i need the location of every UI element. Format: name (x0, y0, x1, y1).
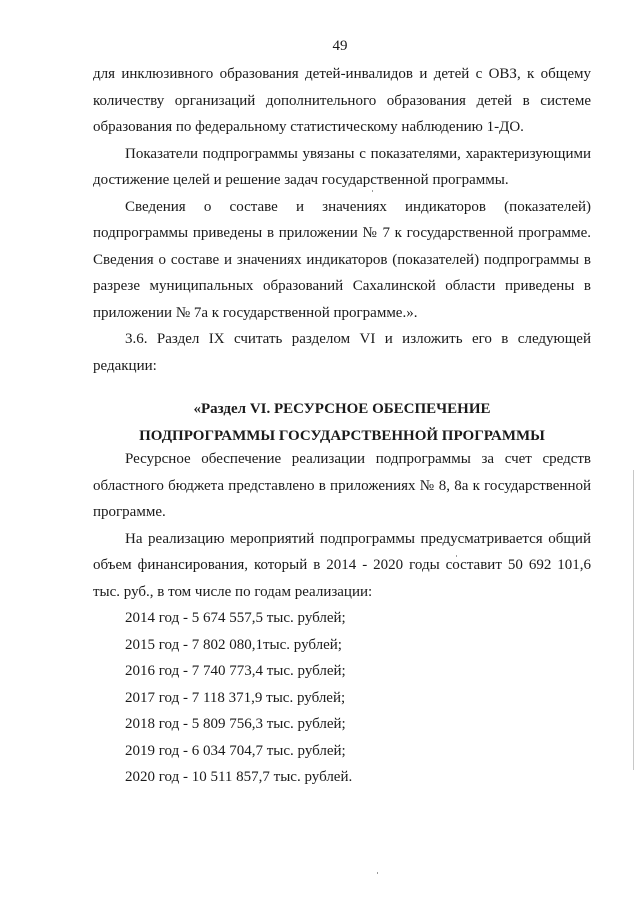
body-text-top (93, 61, 591, 379)
paragraph-indicators-info (93, 194, 591, 327)
paragraph-total-funding (93, 526, 591, 606)
text-line: 3.6. Раздел IX считать разделом VI и изложить его в следующей (125, 331, 591, 347)
text-line: Показатели подпрограммы увязаны с показателями, (125, 145, 461, 162)
text-line: количеству организаций дополнительного образования детей в системе (93, 92, 591, 109)
funding-year-item: 2017 год - 7 118 371,9 тыс. рублей; (125, 689, 346, 706)
text-line: разрезе муниципальных образований Сахалинской области приведены в (93, 278, 591, 294)
text-line: приложении № 7а к государственной программе.». (93, 304, 418, 321)
text-line: Сведения о составе и значениях индикаторов (показателей) подпрограммы в (93, 251, 591, 268)
text-line: подпрограммы приведены в приложении № 7 к государственной программе. (93, 225, 591, 241)
body-text-bottom (93, 446, 591, 791)
text-line: программе. (93, 504, 166, 520)
scan-edge-line (633, 470, 634, 770)
funding-year-item: 2014 год - 5 674 557,5 тыс. рублей; (125, 610, 346, 626)
page-number: 49 (332, 38, 348, 54)
text-line: общий объем финансирования, который в 2014 - 2020 годы составит (93, 530, 591, 573)
section-heading-line-1: «Раздел VI. РЕСУРСНОЕ ОБЕСПЕЧЕНИЕ (193, 401, 491, 417)
funding-year-item: 2018 год - 5 809 756,3 тыс. рублей; (125, 716, 346, 732)
funding-year-item: 2015 год - 7 802 080,1тыс. рублей; (125, 636, 342, 653)
text-line: Ресурсное обеспечение реализации подпрограммы за счет средств (125, 451, 591, 467)
funding-year-item: 2016 год - 7 740 773,4 тыс. рублей; (125, 663, 346, 679)
paragraph-continuation (93, 61, 591, 141)
funding-by-year-list (93, 605, 591, 791)
text-line: образования по федеральному статистическому наблюдению 1-ДО. (93, 119, 524, 135)
section-heading (93, 396, 591, 449)
paragraph-indicators-link (93, 141, 591, 194)
funding-year-item: 2020 год - 10 511 857,7 тыс. рублей. (125, 769, 353, 785)
funding-year-item: 2019 год - 6 034 704,7 тыс. рублей; (125, 742, 346, 759)
text-line: областного бюджета представлено в приложениях № 8, 8а к государственной (93, 477, 591, 494)
text-line: для инклюзивного образования детей-инвалидов и детей с ОВЗ, к общему (93, 66, 591, 82)
paragraph-amendment-3-6 (93, 326, 591, 379)
text-line: редакции: (93, 357, 157, 374)
text-line: На реализацию мероприятий подпрограммы предусматривается (125, 530, 543, 547)
text-line: характеризующими достижение целей и решение задач государственной (93, 145, 591, 188)
paragraph-resource-provision (93, 446, 591, 526)
text-line: программы. (432, 172, 509, 188)
scan-speck (377, 872, 378, 874)
text-line: 50 692 101,6 тыс. руб., в том числе по годам реализации: (93, 557, 592, 600)
text-line: Сведения о составе и значениях индикаторов (показателей) (125, 198, 591, 215)
section-heading-line-2: ПОДПРОГРАММЫ ГОСУДАРСТВЕННОЙ ПРОГРАММЫ (139, 427, 545, 444)
